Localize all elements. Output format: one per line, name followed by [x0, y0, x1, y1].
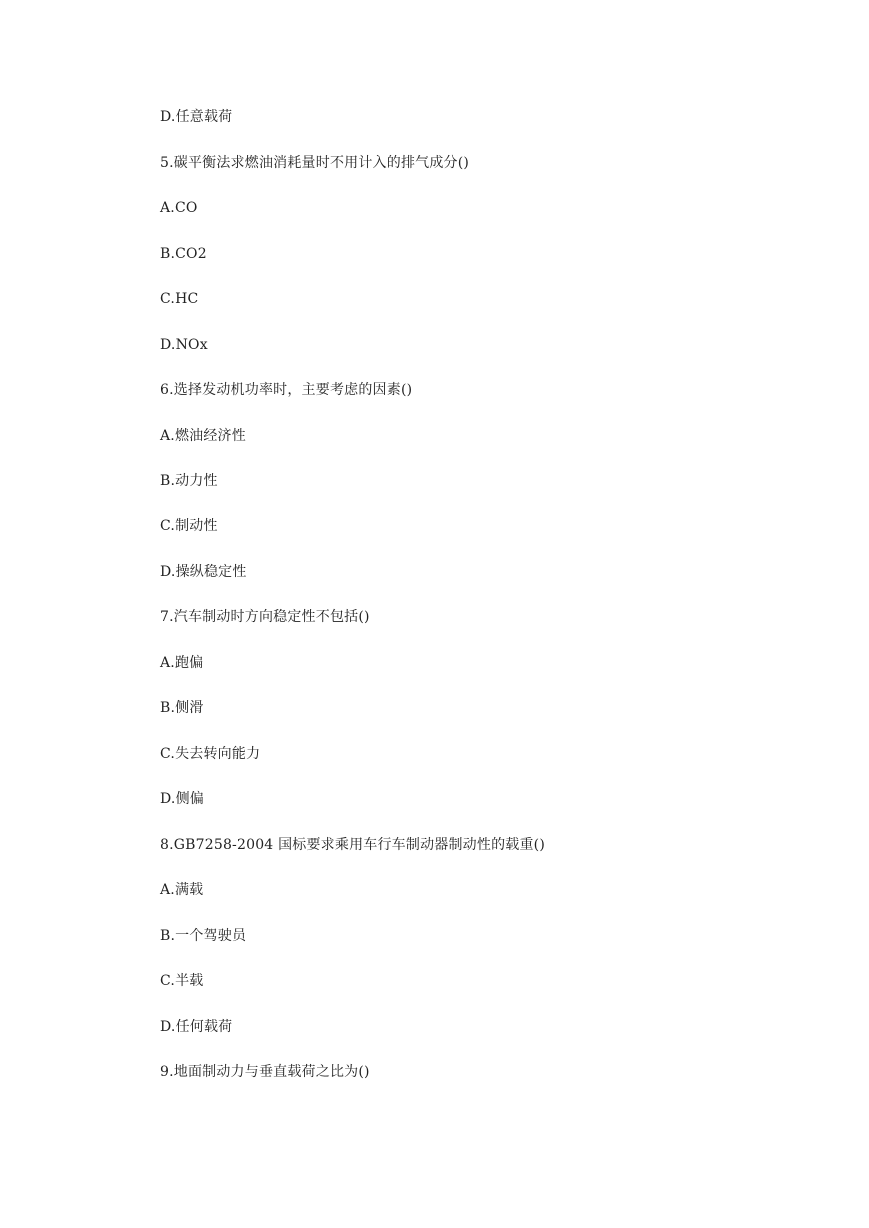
- option-text: C.HC: [160, 291, 199, 307]
- option-text: C.失去转向能力: [160, 746, 261, 762]
- option-text: B.一个驾驶员: [160, 928, 247, 944]
- option-text: A.燃油经济性: [160, 428, 246, 444]
- option-text: B.CO2: [160, 246, 207, 262]
- option-text: D.任意载荷: [160, 109, 233, 125]
- option-text: C.制动性: [160, 518, 218, 534]
- option-text: A.满载: [160, 882, 204, 898]
- option-text: D.侧偏: [160, 791, 204, 807]
- question-text: 9.地面制动力与垂直载荷之比为(): [160, 1064, 370, 1080]
- option-text: A.CO: [160, 200, 198, 216]
- question-text: 8.GB7258-2004 国标要求乘用车行车制动器制动性的载重(): [160, 837, 545, 853]
- question-text: 7.汽车制动时方向稳定性不包括(): [160, 609, 370, 625]
- option-text: B.动力性: [160, 473, 218, 489]
- option-text: D.NOx: [160, 337, 208, 353]
- option-text: B.侧滑: [160, 700, 204, 716]
- option-text: C.半载: [160, 973, 204, 989]
- question-text: 6.选择发动机功率时，主要考虑的因素(): [160, 382, 413, 398]
- option-text: D.操纵稳定性: [160, 564, 247, 580]
- question-text: 5.碳平衡法求燃油消耗量时不用计入的排气成分(): [160, 155, 470, 171]
- option-text: D.任何载荷: [160, 1019, 233, 1035]
- option-text: A.跑偏: [160, 655, 204, 671]
